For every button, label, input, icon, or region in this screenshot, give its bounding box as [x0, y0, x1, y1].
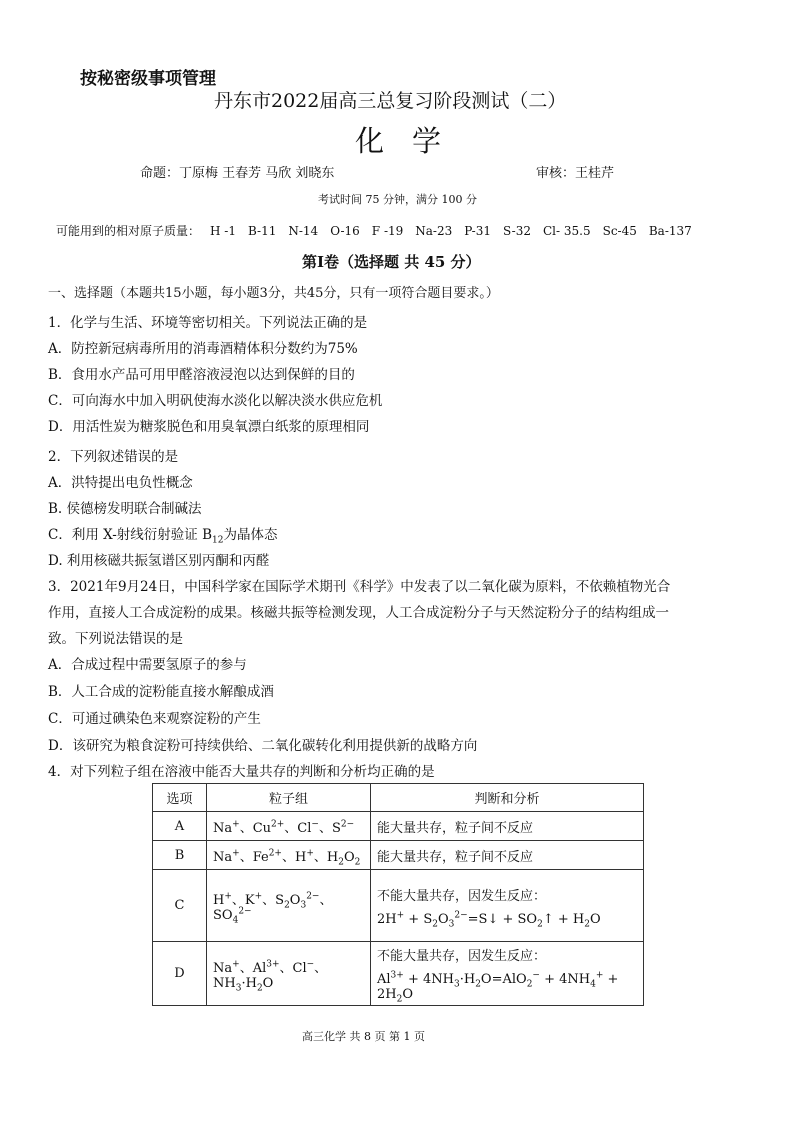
authors: 命题：丁原梅 王春芳 马欣 刘晓东 — [140, 166, 335, 181]
row-analysis: 能大量共存，粒子间不反应 — [371, 812, 644, 841]
header-particles: 粒子组 — [207, 784, 371, 812]
reaction-equation: $2H^+ + S_2O_3^{2-}=S↓$ + $SO_2↑ + H_2O$ — [377, 910, 601, 930]
q1-option-c: C．可向海水中加入明矾使海水淡化以解决淡水供应危机 — [48, 393, 383, 409]
q4-stem: 4．对下列粒子组在溶液中能否大量共存的判断和分析均正确的是 — [48, 764, 435, 780]
q3-option-a: A．合成过程中需要氢原子的参与 — [48, 657, 247, 673]
q2-stem: 2．下列叙述错误的是 — [48, 449, 179, 465]
row-analysis — [371, 942, 644, 1006]
q2-option-d: D. 利用核磁共振氢谱区别丙酮和丙醛 — [48, 553, 270, 569]
q2-option-a: A．洪特提出电负性概念 — [48, 475, 193, 491]
row-particles: Na+、$Al^{3+}$、Cl−、$NH_3\cdot H_2O$ — [207, 942, 371, 1006]
q3-stem-line3: 致。下列说法错误的是 — [48, 631, 183, 647]
subject-char: 学 — [412, 124, 442, 158]
analysis-text: 不能大量共存，因发生反应： — [377, 949, 547, 964]
mass-item: Cl- 35.5 — [542, 224, 591, 238]
row-analysis — [371, 870, 644, 942]
q1-option-b: B．食用水产品可用甲醛溶液浸泡以达到保鲜的目的 — [48, 367, 355, 383]
text: C．利用 X-射线衍射验证 B — [48, 527, 213, 543]
q1-option-a: A．防控新冠病毒所用的消毒酒精体积分数约为75% — [48, 341, 358, 357]
mass-item: H -1 — [210, 224, 236, 238]
row-option: A — [153, 812, 207, 841]
q3-stem-line1: 3．2021年9月24日，中国科学家在国际学术期刊《科学》中发表了以二氧化碳为原料，不依赖植物光合 — [48, 579, 671, 595]
mass-item: O-16 — [330, 224, 360, 238]
q1-stem: 1．化学与生活、环境等密切相关。下列说法正确的是 — [48, 315, 368, 331]
reviewer: 审核：王桂芹 — [536, 166, 615, 181]
mass-item: S-32 — [503, 224, 531, 238]
header-analysis: 判断和分析 — [371, 784, 644, 812]
secrecy-label: 按秘密级事项管理 — [80, 69, 216, 89]
q2-option-b: B. 侯德榜发明联合制碱法 — [48, 501, 202, 517]
q4-table — [152, 783, 644, 1006]
mass-item: F -19 — [371, 224, 404, 238]
time-score: 考试时间 75 分钟，满分 100 分 — [318, 193, 477, 206]
table-header-row — [153, 784, 644, 812]
section-instruction: 一、选择题（本题共15小题，每小题3分，共45分，只有一项符合题目要求。） — [48, 286, 499, 301]
exam-title: 丹东市2022届高三总复习阶段测试（二） — [214, 90, 567, 112]
row-option: D — [153, 942, 207, 1006]
row-analysis: 能大量共存，粒子间不反应 — [371, 841, 644, 870]
q3-option-c: C．可通过碘染色来观察淀粉的产生 — [48, 711, 261, 727]
text: 为晶体态 — [223, 527, 278, 543]
section-title: 第Ⅰ卷（选择题 共 45 分） — [302, 253, 481, 271]
mass-item: P-31 — [464, 224, 491, 238]
table-row — [153, 942, 644, 1006]
q1-option-d: D．用活性炭为糖浆脱色和用臭氧漂白纸浆的原理相同 — [48, 419, 370, 435]
analysis-text: 不能大量共存，因发生反应： — [377, 888, 547, 904]
row-option: C — [153, 870, 207, 942]
mass-item: Ba-137 — [648, 224, 692, 238]
row-particles: H+、K+、$S_2O_3^{2-}$、$SO_4^{2-}$ — [207, 870, 371, 942]
row-particles: Na+、$Cu^{2+}$、Cl−、$S^{2-}$ — [207, 812, 371, 841]
q3-stem-line2: 作用，直接人工合成淀粉的成果。核磁共振等检测发现，人工合成淀粉分子与天然淀粉分子的结构组成一 — [48, 605, 669, 621]
table-row — [153, 841, 644, 870]
mass-item: N-14 — [288, 224, 319, 238]
atomic-masses — [56, 222, 704, 239]
mass-item: B-11 — [247, 224, 277, 238]
row-particles: Na+、$Fe^{2+}$、H+、$H_2O_2$ — [207, 841, 371, 870]
page-footer: 高三化学 共 8 页 第 1 页 — [302, 1030, 425, 1043]
row-option: B — [153, 841, 207, 870]
subject-char: 化 — [355, 124, 385, 158]
table-row — [153, 870, 644, 942]
mass-item: Sc-45 — [602, 224, 637, 238]
q3-option-b: B．人工合成的淀粉能直接水解酿成酒 — [48, 684, 274, 700]
table-row — [153, 812, 644, 841]
q3-option-d: D．该研究为粮食淀粉可持续供给、二氧化碳转化利用提供新的战略方向 — [48, 738, 478, 754]
header-option: 选项 — [153, 784, 207, 812]
masses-label: 可能用到的相对原子质量： — [56, 224, 201, 238]
subscript: 12 — [212, 535, 224, 546]
reaction-equation: $Al^{3+} + 4NH_3\cdot H_2O=AlO_2^- + 4NH_4^+ + 2H_2O$ — [377, 970, 619, 1005]
q2-option-c — [48, 523, 278, 546]
subject-title — [355, 119, 469, 160]
mass-item: Na-23 — [415, 224, 453, 238]
